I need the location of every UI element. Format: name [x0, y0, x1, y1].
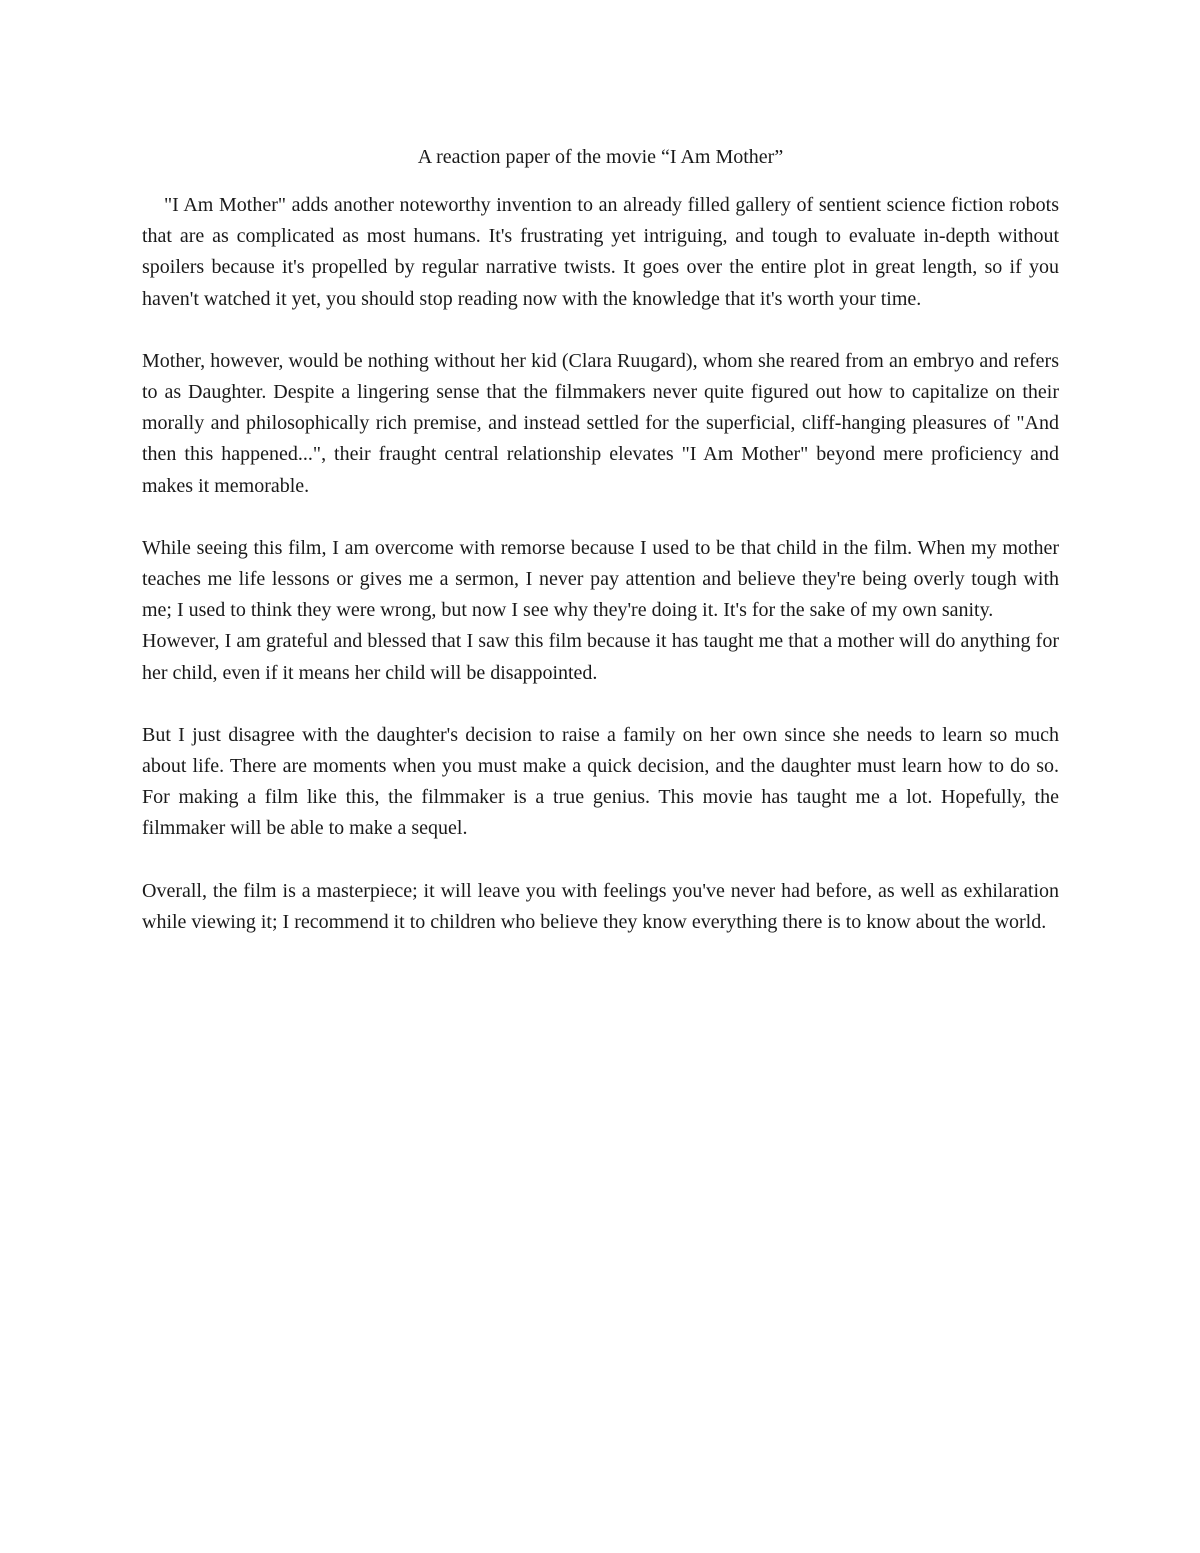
paragraph-intro: "I Am Mother" adds another noteworthy invention to an already filled gallery of sentient science fiction robots that are as complicated as most humans. It's frustrating yet intriguing, and tough to evaluate in-depth without spoilers because it's propelled by regular narrative twists. It goes over the entire plot in great length, so if you haven't watched it yet, you should stop reading now with the knowledge that it's worth your time. — [142, 194, 1059, 310]
paragraph-conclusion: Overall, the film is a masterpiece; it will leave you with feelings you've never had before, as well as exhilaration while viewing it; I recommend it to children who believe they know everything there is to know about the world. — [142, 879, 1059, 933]
paragraph-disagreement: But I just disagree with the daughter's decision to raise a family on her own since she needs to learn so much about life. There are moments when you must make a quick decision, and the daughter must learn how to do so. For making a film like this, the filmmaker is a true genius. This movie has taught me a lot. Hopefully, the filmmaker will be able to make a sequel. — [142, 723, 1059, 840]
paragraph-mother-daughter: Mother, however, would be nothing without her kid (Clara Ruugard), whom she reared from an embryo and refers to as Daughter. Despite a lingering sense that the filmmakers never quite figured out how to capitalize on their morally and philosophically rich premise, and instead settled for the superficial, cliff-hanging pleasures of "And then this happened...", their fraught central relationship elevates "I Am Mother" beyond mere proficiency and makes it memorable. — [142, 349, 1059, 497]
document-title: A reaction paper of the movie “I Am Mother” — [417, 146, 784, 168]
paragraph-remorse: While seeing this film, I am overcome with remorse because I used to be that child in the film. When my mother teaches me life lessons or gives me a sermon, I never pay attention and believe they're being overly tough with me; I used to think they were wrong, but now I see why they're doing it. It's for the sake of my own sanity. — [142, 536, 1059, 622]
paragraph-gratitude: However, I am grateful and blessed that I saw this film because it has taught me that a mother will do anything for her child, even if it means her child will be disappointed. — [142, 630, 1059, 684]
document-body — [142, 142, 1059, 969]
